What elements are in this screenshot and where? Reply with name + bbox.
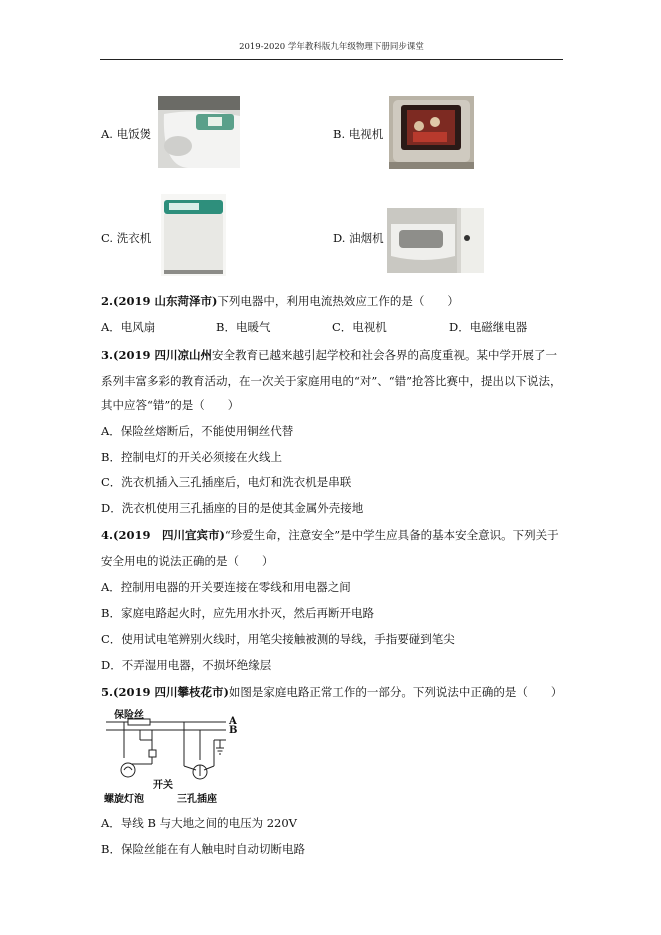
q5-number: 5.: [101, 685, 114, 699]
q5-stem: [101, 684, 562, 700]
q2-option-b: B．电暖气: [216, 320, 271, 334]
q3-option-a: A．保险丝熔断后，不能使用铜丝代替: [101, 424, 294, 438]
q3-text-1: 安全教育已越来越引起学校和社会各界的高度重视。某中学开展了一: [211, 348, 557, 362]
q3-stem-line-3: 其中应答“错”的是（ ）: [101, 398, 240, 412]
q2-stem: [101, 293, 459, 309]
q2-option-d: D．电磁继电器: [449, 320, 528, 334]
rice-cooker-photo: [158, 96, 240, 168]
q2-number: 2.: [101, 294, 114, 308]
q5-option-a: A．导线 B 与大地之间的电压为 220V: [101, 816, 297, 830]
socket-label: 三孔插座: [177, 794, 217, 805]
line-b-label: B: [229, 725, 238, 736]
fuse-label: 保险丝: [114, 710, 144, 721]
q2-option-c: C．电视机: [332, 320, 387, 334]
q1-option-b-label: B. 电视机: [333, 127, 384, 141]
q2-text: 下列电器中，利用电流热效应工作的是（ ）: [217, 294, 459, 308]
bulb-label: 螺旋灯泡: [104, 794, 144, 805]
q4-option-d: D．不弄湿用电器，不损坏绝缘层: [101, 658, 272, 672]
tv-photo: [389, 96, 474, 169]
q4-text-1: “珍爱生命，注意安全”是中学生应具备的基本安全意识。下列关于: [224, 528, 559, 542]
q4-option-c: C．使用试电笔辨别火线时，用笔尖接触被测的导线，手指要碰到笔尖: [101, 632, 455, 646]
switch-label: 开关: [153, 780, 173, 791]
q5-option-b: B．保险丝能在有人触电时自动切断电路: [101, 842, 305, 856]
q5-text: 如图是家庭电路正常工作的一部分。下列说法中正确的是（ ）: [228, 685, 563, 699]
q4-stem-line-2: 安全用电的说法正确的是（ ）: [101, 554, 274, 568]
q3-option-d: D．洗衣机使用三孔插座的目的是使其金属外壳接地: [101, 501, 364, 515]
q3-option-c: C．洗衣机插入三孔插座后，电灯和洗衣机是串联: [101, 475, 352, 489]
q3-source: (2019 四川凉山州: [113, 348, 212, 362]
q1-option-d-label: D. 油烟机: [333, 231, 384, 245]
q3-stem-line-1: [101, 347, 557, 363]
q3-option-b: B．控制电灯的开关必须接在火线上: [101, 450, 282, 464]
page-header: 2019-2020 学年教科版九年级物理下册同步课堂: [239, 42, 424, 52]
range-hood-photo: [387, 208, 484, 273]
q4-option-a: A．控制用电器的开关要连接在零线和用电器之间: [101, 580, 351, 594]
line-a-label: A: [229, 716, 237, 727]
q3-number: 3.: [101, 348, 114, 362]
q4-option-b: B．家庭电路起火时，应先用水扑灭，然后再断开电路: [101, 606, 374, 620]
q2-source: (2019 山东菏泽市): [113, 294, 218, 308]
q4-source: (2019 四川宜宾市): [113, 528, 225, 542]
q4-number: 4.: [101, 528, 114, 542]
q1-option-a-label: A. 电饭煲: [101, 127, 152, 141]
q3-stem-line-2: 系列丰富多彩的教育活动，在一次关于家庭用电的“对”、“错”抢答比赛中，提出以下说法，: [101, 374, 562, 388]
q5-source: (2019 四川攀枝花市): [113, 685, 229, 699]
household-circuit-diagram: [102, 706, 244, 804]
washing-machine-photo: [161, 194, 226, 276]
q4-stem-line-1: [101, 527, 559, 543]
q2-option-a: A．电风扇: [101, 320, 156, 334]
header-rule: [100, 59, 563, 60]
q1-option-c-label: C. 洗衣机: [101, 231, 152, 245]
